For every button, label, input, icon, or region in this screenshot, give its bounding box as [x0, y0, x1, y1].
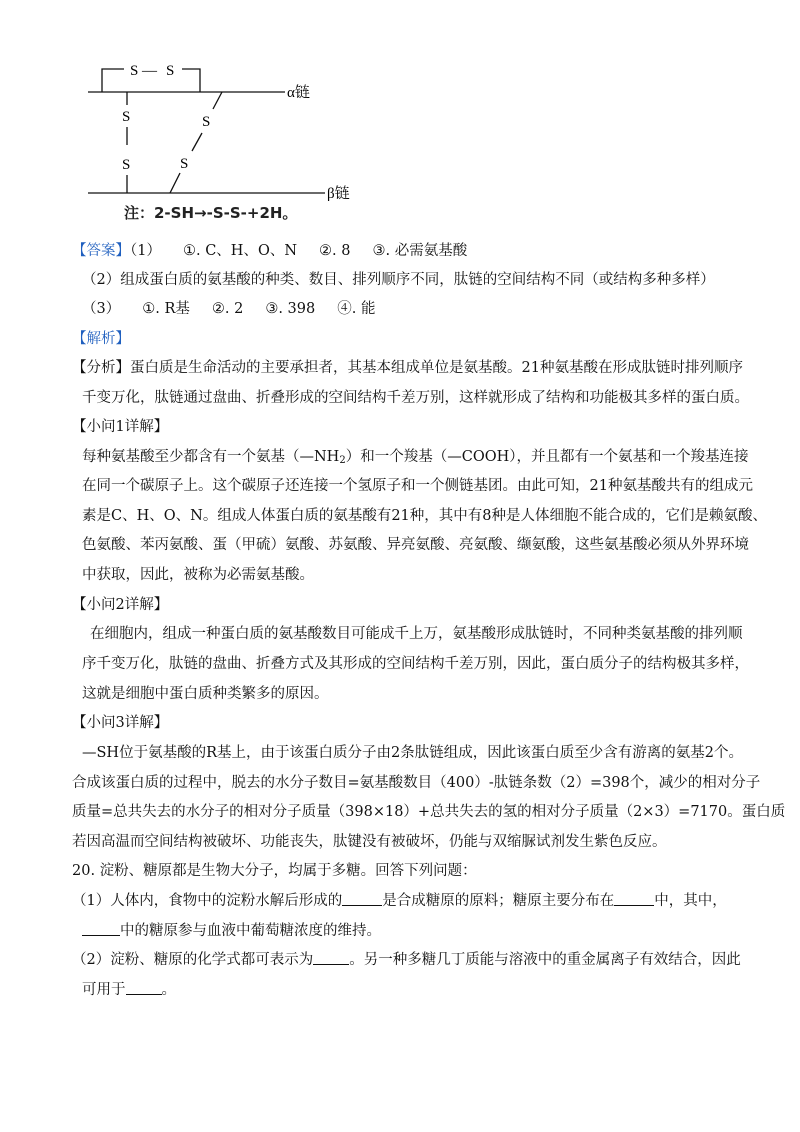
answer-line-3 — [82, 299, 375, 319]
left-s2: S — [122, 157, 131, 173]
peptide-chains-figure — [80, 55, 370, 205]
fenxi-line-1 — [72, 358, 743, 378]
sub1-label: 【小问1详解】 — [72, 419, 169, 435]
answer-q2: （2）组成蛋白质的氨基酸的种类、数目、排列顺序不同，肽链的空间结构不同（或结构多种多样） — [82, 272, 715, 288]
q20-stem: 20. 淀粉、糖原都是生物大分子，均属于多糖。回答下列问题： — [72, 863, 477, 879]
q20-p1d: 中的糖原参与血液中葡萄糖浓度的维持。 — [120, 923, 381, 939]
blank-2[interactable] — [614, 891, 654, 906]
q20-part2-line1 — [72, 950, 741, 970]
q20-p1c: 中，其中， — [654, 893, 727, 909]
q20-p2c: 可用于 — [82, 982, 126, 998]
answer-line-1 — [72, 241, 467, 261]
analysis-label: 【解析】 — [72, 331, 130, 347]
answer-q3-d: ④. 能 — [337, 301, 376, 317]
sub3-line-4: 若因高温而空间结构被破坏、功能丧失，肽键没有被破坏，仍能与双缩脲试剂发生紫色反应。 — [72, 834, 667, 850]
q20-p2a: （2）淀粉、糖原的化学式都可表示为 — [72, 952, 314, 968]
sub1-line-2: 在同一个碳原子上。这个碳原子还连接一个氢原子和一个侧链基团。由此可知，21种氨基酸共有的组成元 — [82, 478, 753, 494]
sub1-line-1a: 每种氨基酸至少都含有一个氨基（—NH — [82, 449, 340, 465]
left-s1: S — [122, 109, 131, 125]
q20-p1b: 是合成糖原的原料；糖原主要分布在 — [382, 893, 615, 909]
sub1-line-1b: ）和一个羧基（—COOH），并且都有一个氨基和一个羧基连接 — [345, 449, 749, 465]
sub2-line-3: 这就是细胞中蛋白质种类繁多的原因。 — [82, 686, 329, 702]
answer-q1-c: ③. 必需氨基酸 — [372, 243, 468, 259]
answer-q3-num: （3） — [82, 301, 121, 317]
answer-label: 【答案】 — [72, 243, 130, 259]
diag-bridge-mid — [192, 133, 202, 151]
answer-q1-num: （1） — [130, 243, 161, 259]
diag-bridge-bottom — [170, 173, 180, 193]
fenxi-text-1: 蛋白质是生命活动的主要承担者，其基本组成单位是氨基酸。21种氨基酸在形成肽链时排列顺序 — [130, 360, 743, 376]
sub2-line-1: 在细胞内，组成一种蛋白质的氨基酸数目可能成千上万，氨基酸形成肽链时，不同种类氨基酸的排列顺 — [90, 626, 743, 642]
blank-4[interactable] — [313, 950, 349, 965]
q20-part1-line1 — [72, 891, 727, 911]
q20-part2-line2 — [82, 980, 176, 1000]
diag-s1: S — [202, 114, 211, 130]
diag-bridge-top — [213, 92, 222, 109]
diag-s2: S — [180, 156, 189, 172]
q20-p1a: （1）人体内，食物中的淀粉水解后形成的 — [72, 893, 343, 909]
sub3-line-2: 合成该蛋白质的过程中，脱去的水分子数目=氨基酸数目（400）-肽链条数（2）=398个，减少的相对分子 — [72, 775, 761, 791]
sub3-line-1: —SH位于氨基酸的R基上，由于该蛋白质分子由2条肽链组成，因此该蛋白质至少含有游离的氨基2个。 — [82, 745, 743, 761]
alpha-chain-label: α链 — [287, 85, 310, 101]
sub1-line-4: 色氨酸、苯丙氨酸、蛋（甲硫）氨酸、苏氨酸、异亮氨酸、亮氨酸、缬氨酸，这些氨基酸必须从外界环境 — [82, 537, 749, 553]
blank-5[interactable] — [126, 980, 162, 995]
nh2-subscript: 2 — [339, 455, 346, 466]
disulfide-bond-diagram — [80, 55, 370, 230]
ss-top-left: S — [130, 63, 139, 79]
sub1-line-5: 中获取，因此，被称为必需氨基酸。 — [82, 567, 314, 583]
answer-q1-b: ②. 8 — [319, 243, 351, 259]
q20-p2d: 。 — [161, 982, 176, 998]
fenxi-label: 【分析】 — [72, 360, 130, 376]
answer-q3-a: ①. R基 — [142, 301, 190, 317]
ss-top-dash: — — [142, 63, 157, 79]
bracket-left — [102, 69, 124, 92]
sub2-label: 【小问2详解】 — [72, 597, 169, 613]
diagram-note: 注：2-SH→-S-S-+2H。 — [124, 204, 298, 222]
sub3-label: 【小问3详解】 — [72, 715, 169, 731]
blank-3[interactable] — [82, 921, 120, 936]
answer-q3-b: ②. 2 — [211, 301, 244, 317]
q20-p2b: 。另一种多糖几丁质能与溶液中的重金属离子有效结合，因此 — [349, 952, 741, 968]
ss-top-right: S — [166, 63, 175, 79]
sub3-line-3: 质量=总共失去的水分子的相对分子质量（398×18）+总共失去的氢的相对分子质量（2×3）=7170。蛋白质 — [72, 804, 786, 820]
answer-q1-a: ①. C、H、O、N — [182, 243, 298, 259]
fenxi-line-2: 千变万化，肽链通过盘曲、折叠形成的空间结构千差万别，这样就形成了结构和功能极其多样的蛋白质。 — [82, 390, 749, 406]
bracket-right — [182, 69, 200, 92]
sub1-line-1 — [82, 447, 748, 471]
sub1-line-3: 素是C、H、O、N。组成人体蛋白质的氨基酸有21种，其中有8种是人体细胞不能合成的，它们是赖氨酸、 — [82, 508, 767, 524]
sub2-line-2: 序千变万化，肽链的盘曲、折叠方式及其形成的空间结构千差万别，因此，蛋白质分子的结构极其多样， — [82, 656, 749, 672]
beta-chain-label: β链 — [327, 186, 350, 202]
answer-q3-c: ③. 398 — [265, 301, 316, 317]
blank-1[interactable] — [342, 891, 382, 906]
q20-part1-line2 — [82, 921, 381, 941]
